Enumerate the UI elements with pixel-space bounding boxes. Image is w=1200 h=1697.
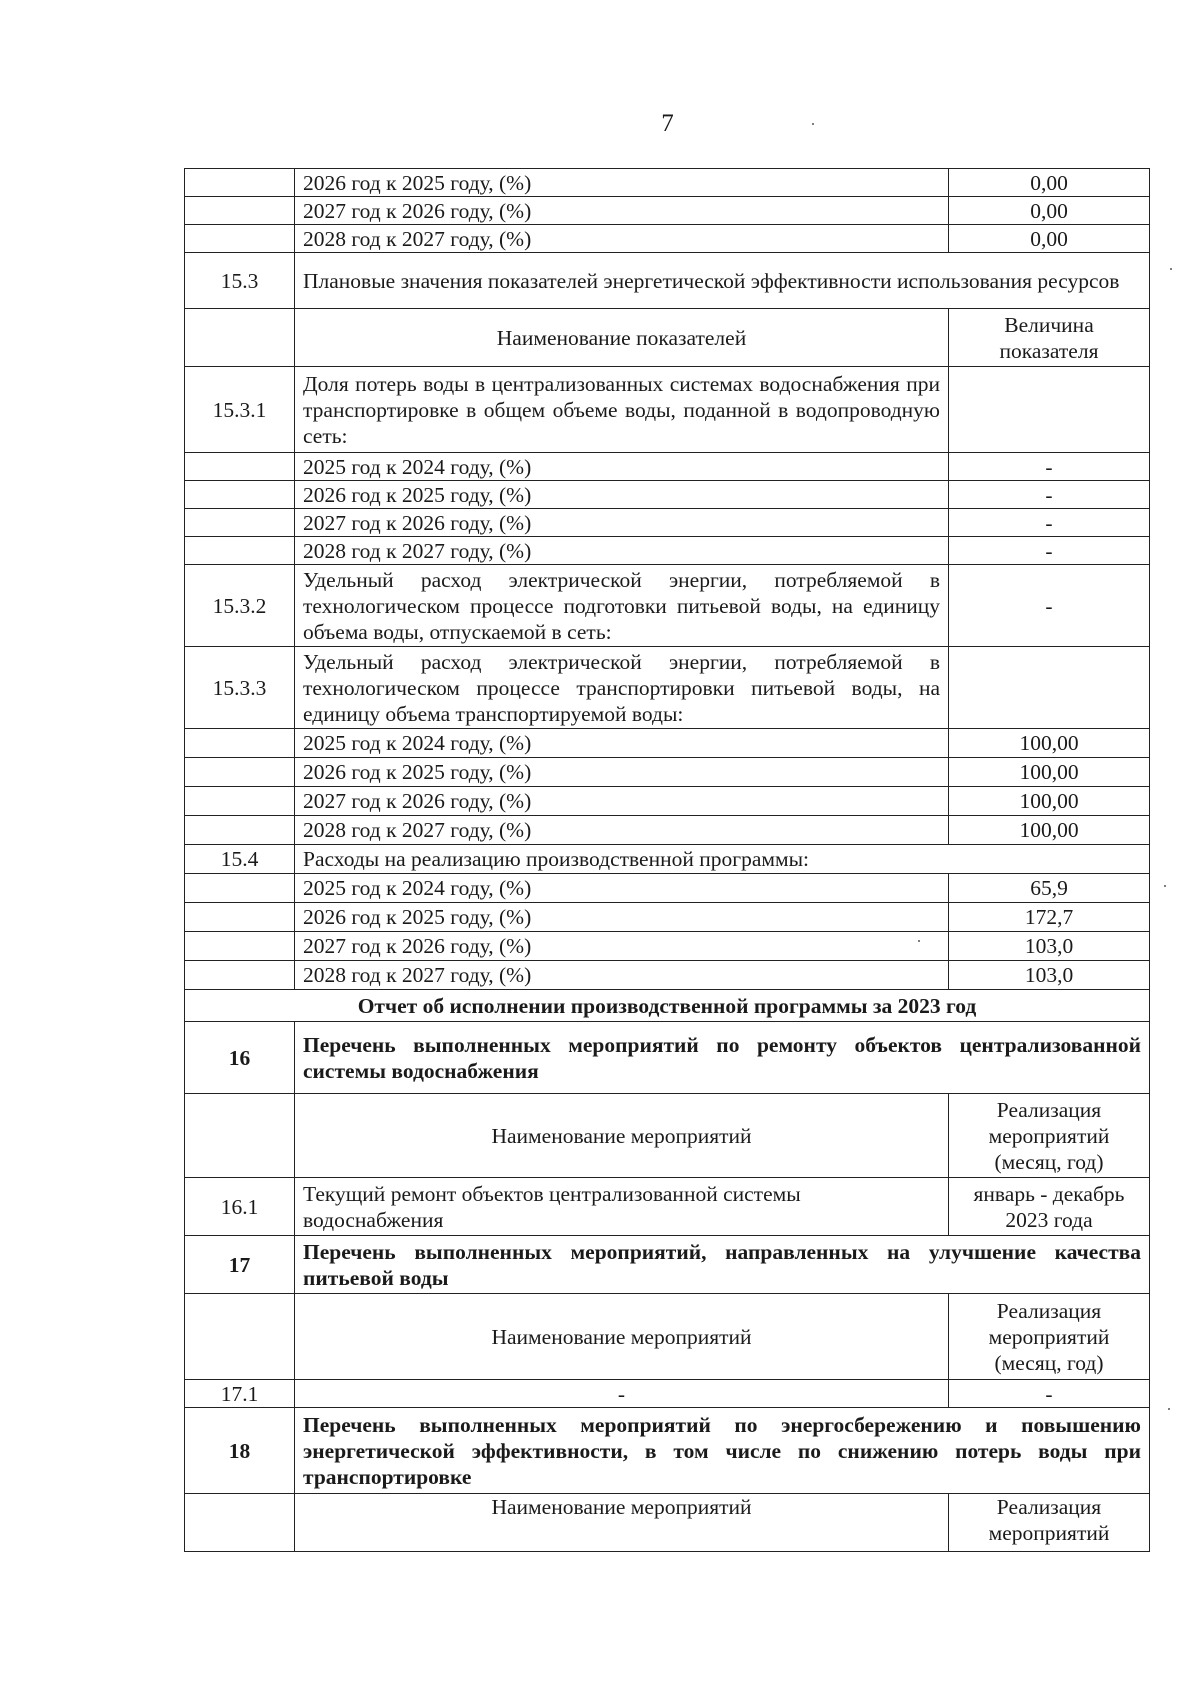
section-title: Перечень выполненных мероприятий, направленных на улучшение качества питьевой воды xyxy=(295,1236,1150,1294)
table-row xyxy=(185,1380,1150,1408)
column-header-value: Величина показателя xyxy=(949,309,1150,367)
column-header-name: Наименование мероприятий xyxy=(295,1094,949,1178)
column-header-name: Наименование мероприятий xyxy=(295,1494,949,1552)
row-text: Текущий ремонт объектов централизованной системы водоснабжения xyxy=(295,1178,949,1236)
row-number: 16.1 xyxy=(185,1178,295,1236)
section-row xyxy=(185,1022,1150,1094)
table-row xyxy=(185,729,1150,758)
row-value: - xyxy=(949,1380,1150,1408)
row-text: 2025 год к 2024 году, (%) xyxy=(295,729,949,758)
row-value xyxy=(949,647,1150,729)
row-number xyxy=(185,1494,295,1552)
row-number xyxy=(185,481,295,509)
report-title: Отчет об исполнении производственной программы за 2023 год xyxy=(185,990,1150,1022)
header-row xyxy=(185,309,1150,367)
row-number xyxy=(185,169,295,197)
scan-speck xyxy=(1170,268,1172,270)
row-number xyxy=(185,874,295,903)
row-value: 100,00 xyxy=(949,816,1150,845)
column-header-value: Реализация мероприятий (месяц, год) xyxy=(949,1294,1150,1380)
table-row xyxy=(185,197,1150,225)
section-title: Расходы на реализацию производственной программы: xyxy=(295,845,1150,874)
column-header-value: Реализация мероприятий (месяц, год) xyxy=(949,1094,1150,1178)
table-row xyxy=(185,903,1150,932)
column-header-name: Наименование показателей xyxy=(295,309,949,367)
section-row xyxy=(185,367,1150,453)
section-number: 15.3.3 xyxy=(185,647,295,729)
table-row xyxy=(185,874,1150,903)
row-value: - xyxy=(949,565,1150,647)
report-title-row xyxy=(185,990,1150,1022)
table-row xyxy=(185,787,1150,816)
row-text: 2027 год к 2026 году, (%) xyxy=(295,787,949,816)
table-row xyxy=(185,169,1150,197)
row-text: 2028 год к 2027 году, (%) xyxy=(295,225,949,253)
scan-speck xyxy=(1168,1408,1170,1410)
row-number xyxy=(185,729,295,758)
row-value: - xyxy=(949,509,1150,537)
row-number xyxy=(185,537,295,565)
row-text: 2028 год к 2027 году, (%) xyxy=(295,961,949,990)
row-value: 0,00 xyxy=(949,169,1150,197)
row-text: 2025 год к 2024 году, (%) xyxy=(295,453,949,481)
row-number xyxy=(185,816,295,845)
section-number: 17 xyxy=(185,1236,295,1294)
section-title: Плановые значения показателей энергетической эффективности использования ресурсов xyxy=(295,253,1150,309)
row-value xyxy=(949,367,1150,453)
row-text: 2026 год к 2025 году, (%) xyxy=(295,758,949,787)
section-title: Перечень выполненных мероприятий по ремонту объектов централизованной системы водоснабжения xyxy=(295,1022,1150,1094)
section-title: Перечень выполненных мероприятий по энергосбережению и повышению энергетической эффективности, в том числе по снижению потерь воды при транспортировке xyxy=(295,1408,1150,1494)
column-header-value: Реализация мероприятий xyxy=(949,1494,1150,1552)
row-text: 2027 год к 2026 году, (%) xyxy=(295,509,949,537)
row-text: 2026 год к 2025 году, (%) xyxy=(295,169,949,197)
table-row xyxy=(185,758,1150,787)
page-number: 7 xyxy=(661,110,674,137)
section-row xyxy=(185,845,1150,874)
row-number xyxy=(185,1094,295,1178)
table-row xyxy=(185,509,1150,537)
header-row xyxy=(185,1094,1150,1178)
row-number xyxy=(185,787,295,816)
row-number xyxy=(185,225,295,253)
row-value: 65,9 xyxy=(949,874,1150,903)
row-value: 103,0 xyxy=(949,961,1150,990)
row-text: 2026 год к 2025 году, (%) xyxy=(295,903,949,932)
indicators-table xyxy=(184,168,1150,1552)
row-text: 2026 год к 2025 году, (%) xyxy=(295,481,949,509)
table-row xyxy=(185,537,1150,565)
table-row xyxy=(185,481,1150,509)
row-text: 2025 год к 2024 году, (%) xyxy=(295,874,949,903)
header-row xyxy=(185,1294,1150,1380)
table-row xyxy=(185,225,1150,253)
column-header-name: Наименование мероприятий xyxy=(295,1294,949,1380)
row-text: - xyxy=(295,1380,949,1408)
scan-speck xyxy=(918,940,920,942)
row-text: 2027 год к 2026 году, (%) xyxy=(295,197,949,225)
table-row xyxy=(185,1178,1150,1236)
section-text: Доля потерь воды в централизованных системах водоснабжения при транспортировке в общем объеме воды, поданной в водопроводную сеть: xyxy=(295,367,949,453)
section-number: 15.4 xyxy=(185,845,295,874)
row-value: - xyxy=(949,481,1150,509)
row-text: 2028 год к 2027 году, (%) xyxy=(295,816,949,845)
scan-speck xyxy=(812,123,814,125)
table-row xyxy=(185,961,1150,990)
row-value: 100,00 xyxy=(949,729,1150,758)
row-number xyxy=(185,903,295,932)
section-text: Удельный расход электрической энергии, потребляемой в технологическом процессе транспортировки питьевой воды, на единицу объема транспортируемой воды: xyxy=(295,647,949,729)
section-row xyxy=(185,565,1150,647)
section-number: 16 xyxy=(185,1022,295,1094)
section-number: 15.3.1 xyxy=(185,367,295,453)
scan-speck xyxy=(1164,885,1166,887)
row-value: 0,00 xyxy=(949,225,1150,253)
row-number xyxy=(185,453,295,481)
row-number: 17.1 xyxy=(185,1380,295,1408)
section-row xyxy=(185,647,1150,729)
row-value: январь - декабрь 2023 года xyxy=(949,1178,1150,1236)
row-value: 103,0 xyxy=(949,932,1150,961)
section-number: 15.3 xyxy=(185,253,295,309)
row-number xyxy=(185,961,295,990)
section-row xyxy=(185,253,1150,309)
section-row xyxy=(185,1236,1150,1294)
row-value: 100,00 xyxy=(949,758,1150,787)
row-value: 100,00 xyxy=(949,787,1150,816)
table-row xyxy=(185,932,1150,961)
table-row xyxy=(185,453,1150,481)
table-row xyxy=(185,816,1150,845)
row-number xyxy=(185,932,295,961)
row-number xyxy=(185,309,295,367)
row-value: - xyxy=(949,453,1150,481)
section-number: 18 xyxy=(185,1408,295,1494)
row-value: 0,00 xyxy=(949,197,1150,225)
section-row xyxy=(185,1408,1150,1494)
row-text: 2028 год к 2027 году, (%) xyxy=(295,537,949,565)
row-number xyxy=(185,1294,295,1380)
row-number xyxy=(185,758,295,787)
section-text: Удельный расход электрической энергии, потребляемой в технологическом процессе подготовки питьевой воды, на единицу объема воды, отпускаемой в сеть: xyxy=(295,565,949,647)
row-value: - xyxy=(949,537,1150,565)
row-number xyxy=(185,509,295,537)
header-row xyxy=(185,1494,1150,1552)
section-number: 15.3.2 xyxy=(185,565,295,647)
row-number xyxy=(185,197,295,225)
row-text: 2027 год к 2026 году, (%) xyxy=(295,932,949,961)
row-value: 172,7 xyxy=(949,903,1150,932)
